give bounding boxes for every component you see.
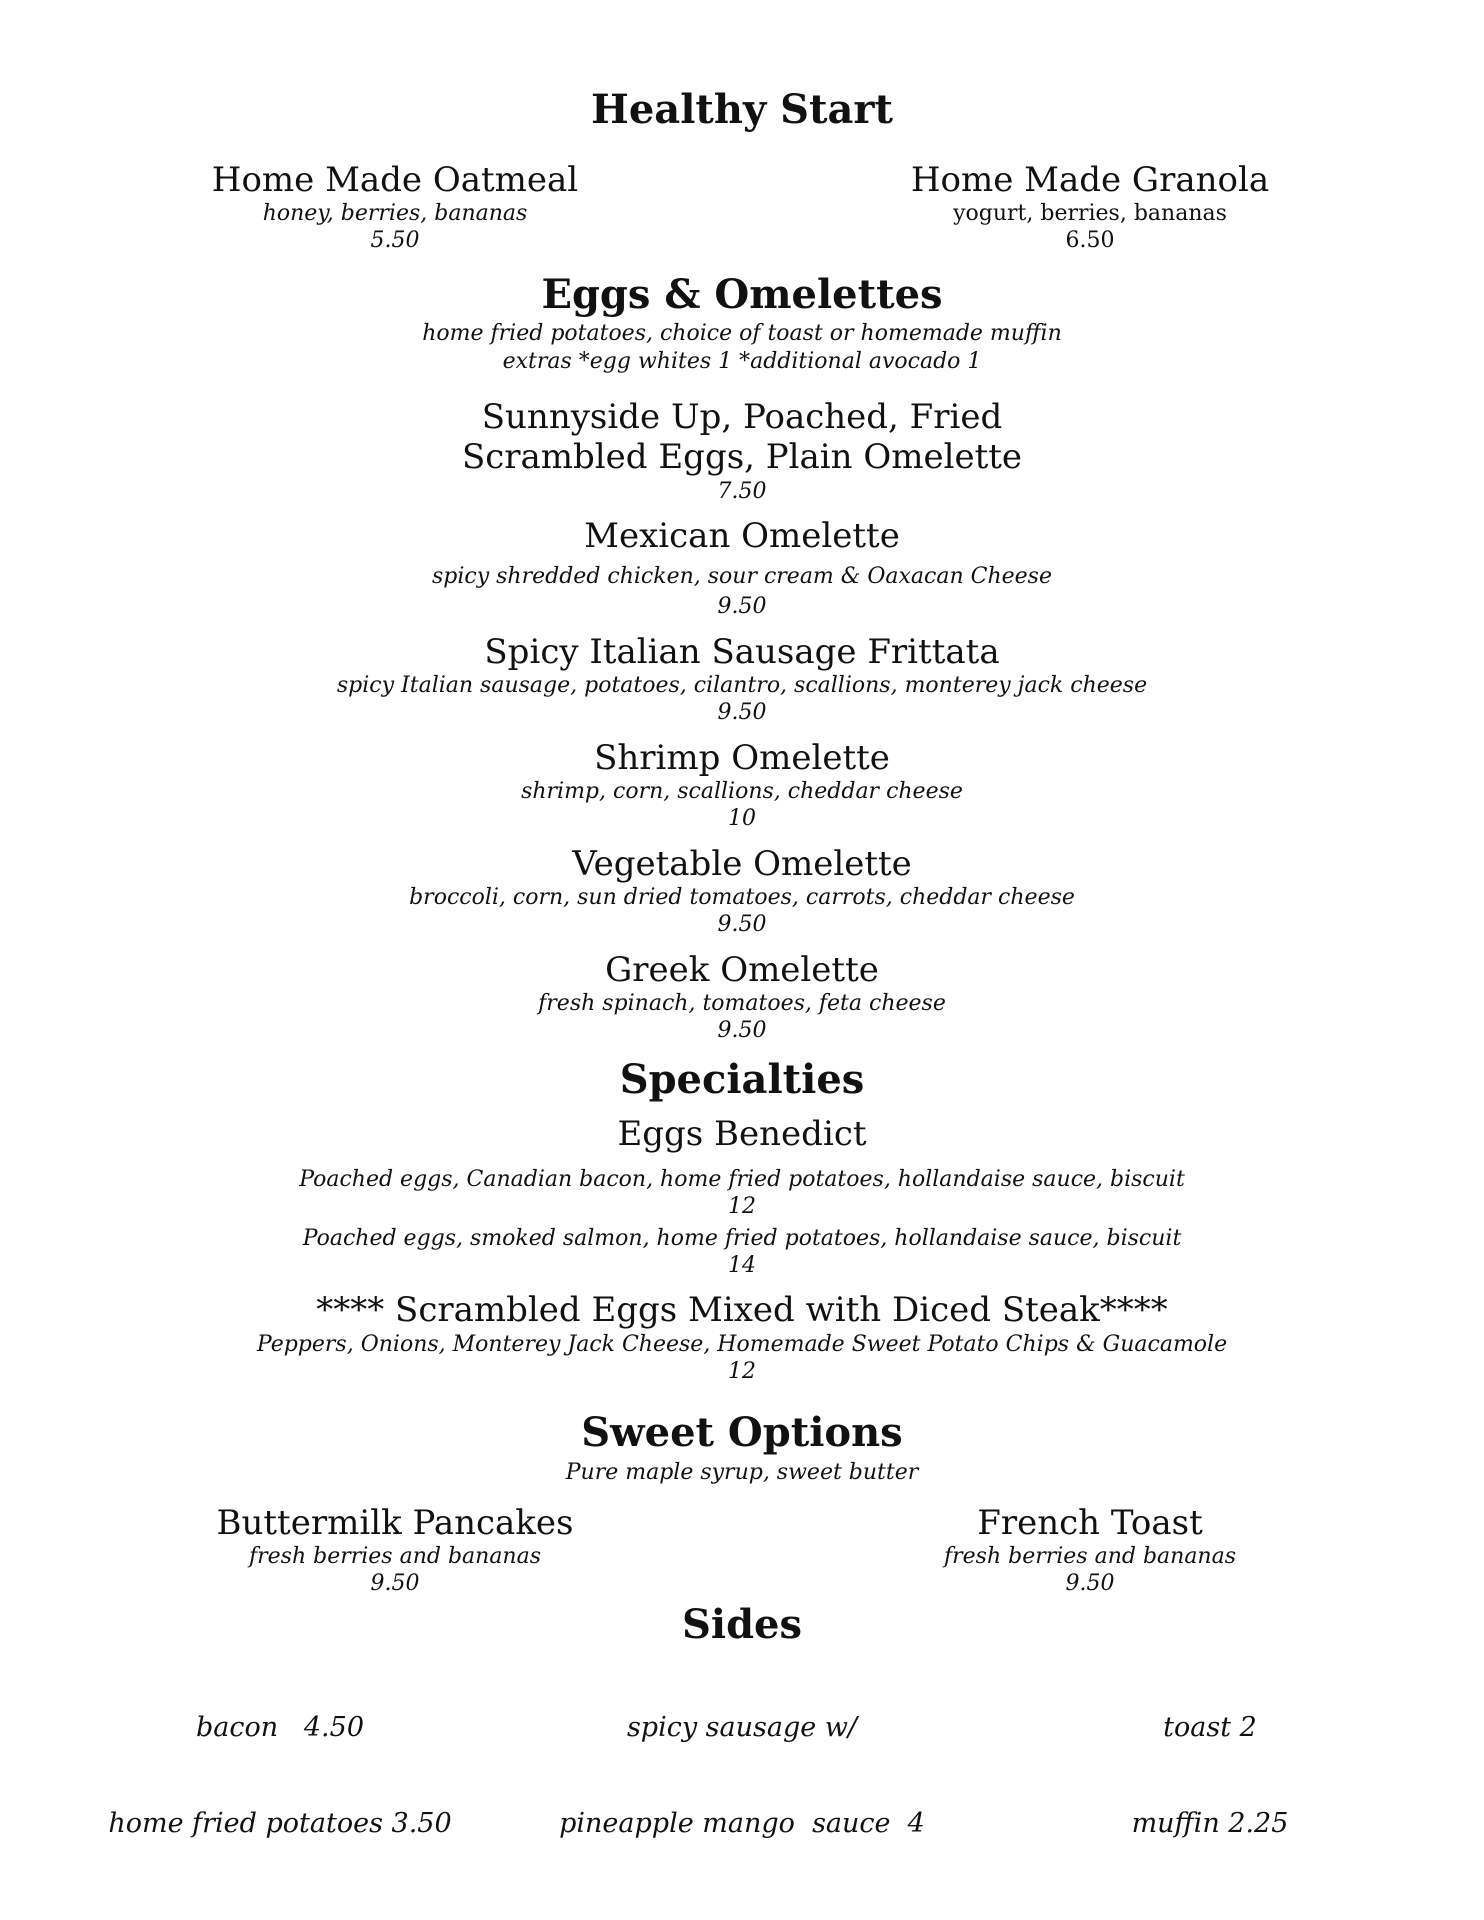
item-name: Home Made Granola [910,160,1270,200]
item-name-sausage-frittata: Spicy Italian Sausage Frittata [484,632,1000,672]
item-price: 9.50 [370,1571,420,1596]
side-item-sausage-sauce: pineapple mango sauce 4 [559,1808,925,1839]
item-price-benedict-salmon: 14 [728,1253,756,1278]
item-description-sausage-frittata: spicy Italian sausage, potatoes, cilantro, scallions, monterey jack cheese [336,673,1148,698]
item-description: yogurt, berries, bananas [953,201,1227,226]
section-heading-eggs-omelettes: Eggs & Omelettes [541,271,943,318]
item-price-mexican-omelette: 9.50 [717,594,767,619]
item-description-mexican-omelette: spicy shredded chicken, sour cream & Oaxacan Cheese [431,564,1052,589]
item-price-steak-scramble: 12 [728,1359,756,1384]
item-price: 5.50 [370,228,420,253]
item-price-benedict-bacon: 12 [728,1194,756,1219]
menu-item-granola [890,160,1290,254]
side-item-spicy-sausage: spicy sausage w/ [626,1712,858,1743]
section-heading-healthy-start: Healthy Start [591,86,893,133]
item-description-vegetable-omelette: broccoli, corn, sun dried tomatoes, carrots, cheddar cheese [409,885,1075,910]
item-description-steak-scramble: Peppers, Onions, Monterey Jack Cheese, Homemade Sweet Potato Chips & Guacamole [256,1332,1228,1357]
section-note-sweet: Pure maple syrup, sweet butter [565,1460,919,1485]
sides-column-1 [70,1648,490,1904]
item-price-shrimp-omelette: 10 [728,806,756,831]
section-heading-specialties: Specialties [619,1056,865,1103]
item-name: Home Made Oatmeal [211,160,579,200]
item-name-basic-eggs-line2: Scrambled Eggs, Plain Omelette [461,437,1023,477]
side-item-toast: toast 2 [1163,1712,1257,1743]
item-description: honey, berries, bananas [262,201,528,226]
section-note-extras: extras *egg whites 1 *additional avocado 1 [502,349,982,374]
menu-item-pancakes [195,1503,595,1597]
item-name-vegetable-omelette: Vegetable Omelette [572,844,912,884]
item-name-greek-omelette: Greek Omelette [605,950,879,990]
item-description-benedict-bacon: Poached eggs, Canadian bacon, home fried potatoes, hollandaise sauce, biscuit [299,1167,1185,1192]
item-price-basic-eggs: 7.50 [717,479,767,504]
item-name: Buttermilk Pancakes [216,1503,574,1543]
side-item-home-fries: home fried potatoes 3.50 [108,1808,452,1839]
item-description-benedict-salmon: Poached eggs, smoked salmon, home fried potatoes, hollandaise sauce, biscuit [302,1226,1182,1251]
item-description-shrimp-omelette: shrimp, corn, scallions, cheddar cheese [521,779,963,804]
item-price-vegetable-omelette: 9.50 [717,912,767,937]
sides-column-3 [1090,1648,1330,1904]
item-price: 6.50 [1065,228,1115,253]
item-name-shrimp-omelette: Shrimp Omelette [594,738,890,778]
item-description: fresh berries and bananas [248,1544,542,1569]
item-name: French Toast [977,1503,1203,1543]
section-note: home fried potatoes, choice of toast or homemade muffin [422,321,1062,346]
section-heading-sweet-options: Sweet Options [581,1409,903,1456]
section-heading-sides: Sides [681,1601,803,1648]
item-description: fresh berries and bananas [943,1544,1237,1569]
item-price: 9.50 [1065,1571,1115,1596]
item-name-basic-eggs-line1: Sunnyside Up, Poached, Fried [481,397,1003,437]
item-name-mexican-omelette: Mexican Omelette [584,516,900,556]
item-price-sausage-frittata: 9.50 [717,700,767,725]
item-price-greek-omelette: 9.50 [717,1018,767,1043]
side-item-muffin: muffin 2.25 [1131,1808,1289,1839]
menu-item-french-toast [890,1503,1290,1597]
item-description-greek-omelette: fresh spinach, tomatoes, feta cheese [538,991,946,1016]
sides-column-2 [520,1648,964,1904]
item-name-steak-scramble: **** Scrambled Eggs Mixed with Diced Steak**** [316,1290,1168,1330]
menu-item-oatmeal [195,160,595,254]
side-item-bacon: bacon 4.50 [195,1712,364,1743]
item-name-eggs-benedict: Eggs Benedict [617,1114,867,1154]
